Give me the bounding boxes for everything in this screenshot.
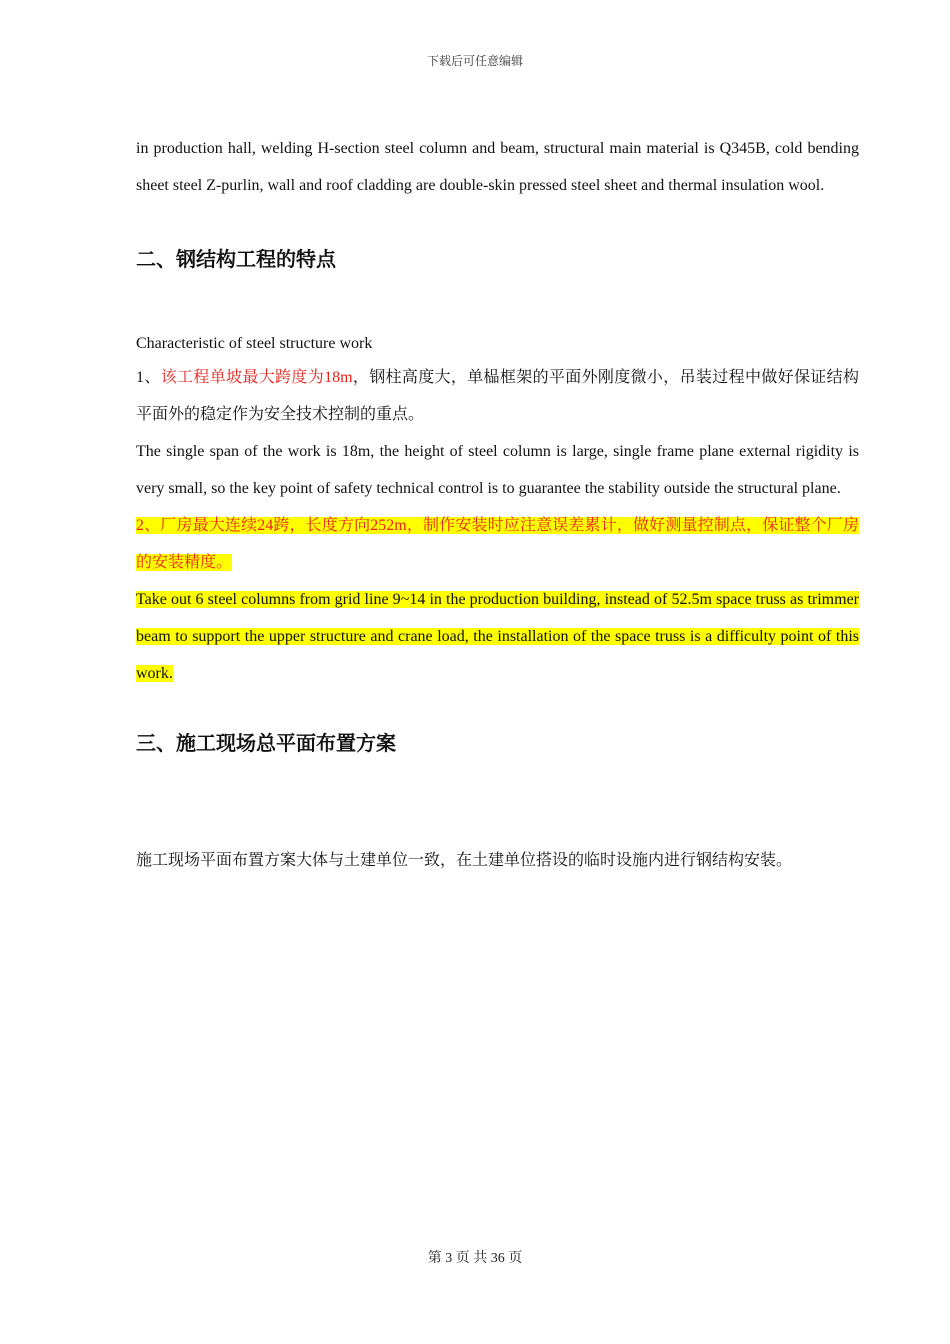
item1-paragraph-en: The single span of the work is 18m, the height of steel column is large, single frame plane external rigidity is very small, so the key point of safety technical control is to guarantee the stability outside the structural plane. — [136, 443, 859, 497]
item2-highlighted-en: Take out 6 steel columns from grid line 9~14 in the production building, instead of 52.5m space truss as trimmer beam to support the upper structure and crane load, the installation of the space truss is a difficulty point of this work. — [136, 591, 859, 682]
intro-paragraph-en: in production hall, welding H-section steel column and beam, structural main material is Q345B, cold bending sheet steel Z-purlin, wall and roof cladding are double-skin pressed steel sheet and thermal insulation wool. — [136, 140, 859, 194]
document-body — [136, 130, 859, 879]
page-number-footer: 第 3 页 共 36 页 — [427, 1251, 523, 1266]
item2-paragraph-cn — [136, 507, 859, 581]
section2-subtitle-en: Characteristic of steel structure work — [136, 335, 373, 352]
item1-red-text: 该工程单坡最大跨度为18m — [160, 369, 353, 386]
item2-highlighted-text: 2、厂房最大连续24跨，长度方向252m，制作安装时应注意误差累计，做好测量控制点，保证整个厂房的安装精度。 — [136, 517, 859, 571]
item1-prefix: 1、 — [136, 369, 161, 386]
section3-paragraph-cn: 施工现场平面布置方案大体与土建单位一致，在土建单位搭设的临时设施内进行钢结构安装。 — [136, 852, 793, 869]
section-heading-2: 二、钢结构工程的特点 — [136, 247, 336, 271]
item1-paragraph-cn — [136, 359, 859, 433]
item2-paragraph-en — [136, 581, 859, 692]
item1-rest-text: ，钢柱高度大，单榀框架的平面外刚度微小，吊装过程中做好保证结构平面外的稳定作为安全技术控制的重点。 — [136, 369, 859, 423]
page-header: 下载后可任意编辑 — [426, 54, 523, 68]
section-heading-3: 三、施工现场总平面布置方案 — [136, 731, 396, 755]
